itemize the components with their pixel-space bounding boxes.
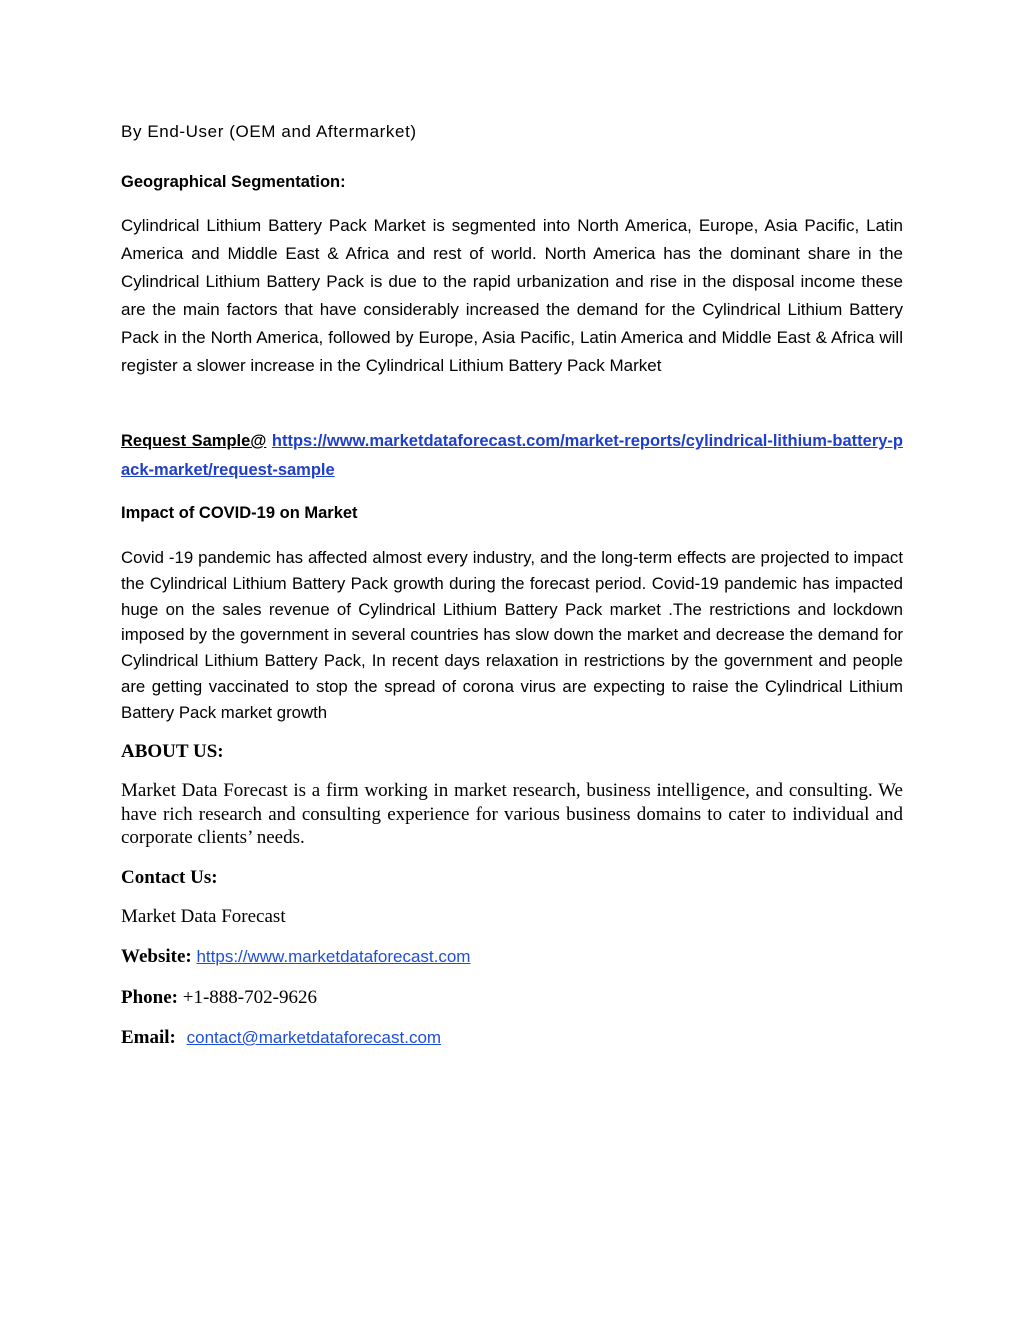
request-sample-label: Request Sample@ <box>121 432 267 450</box>
covid-impact-heading: Impact of COVID-19 on Market <box>121 504 358 522</box>
contact-us-heading: Contact Us: <box>121 867 218 888</box>
phone-number: +1-888-702-9626 <box>182 987 317 1008</box>
email-label: Email: <box>121 1027 176 1048</box>
geographical-segmentation-heading: Geographical Segmentation: <box>121 173 346 191</box>
website-label: Website: <box>121 946 192 967</box>
website-line <box>121 944 903 970</box>
about-us-paragraph: Market Data Forecast is a firm working in market research, business intelligence, and consulting. We have rich research and consulting experience for various business domains to cater to individual and corporate clients’ needs. <box>121 780 903 848</box>
phone-line <box>121 985 903 1011</box>
phone-label: Phone: <box>121 987 178 1008</box>
email-line <box>121 1025 903 1051</box>
website-link[interactable]: https://www.marketdataforecast.com <box>196 947 471 966</box>
about-us-heading: ABOUT US: <box>121 741 224 762</box>
covid-impact-paragraph: Covid -19 pandemic has affected almost every industry, and the long-term effects are projected to impact the Cylindrical Lithium Battery Pack growth during the forecast period. Covid-19 pandemic has impacted huge on the sales revenue of Cylindrical Lithium Battery Pack market .The restrictions and lockdown imposed by the government in several countries has slow down the market and decrease the demand for Cylindrical Lithium Battery Pack, In recent days relaxation in restrictions by the government and people are getting vaccinated to stop the spread of corona virus are expecting to raise the Cylindrical Lithium Battery Pack market growth <box>121 548 903 722</box>
email-link[interactable]: contact@marketdataforecast.com <box>186 1028 442 1047</box>
request-sample-link[interactable]: https://www.marketdataforecast.com/market-reports/cylindrical-lithium-battery-pack-market/request-sample <box>121 432 903 479</box>
end-user-segment-line: By End-User (OEM and Aftermarket) <box>121 122 417 141</box>
geographical-segmentation-paragraph: Cylindrical Lithium Battery Pack Market is segmented into North America, Europe, Asia Pacific, Latin America and Middle East & Africa and rest of world. North America has the dominant share in the Cylindrical Lithium Battery Pack is due to the rapid urbanization and rise in the disposal income these are the main factors that have considerably increased the demand for the Cylindrical Lithium Battery Pack in the North America, followed by Europe, Asia Pacific, Latin America and Middle East & Africa will register a slower increase in the Cylindrical Lithium Battery Pack Market <box>121 216 903 375</box>
request-sample-line <box>121 427 903 485</box>
company-name: Market Data Forecast <box>121 906 286 927</box>
